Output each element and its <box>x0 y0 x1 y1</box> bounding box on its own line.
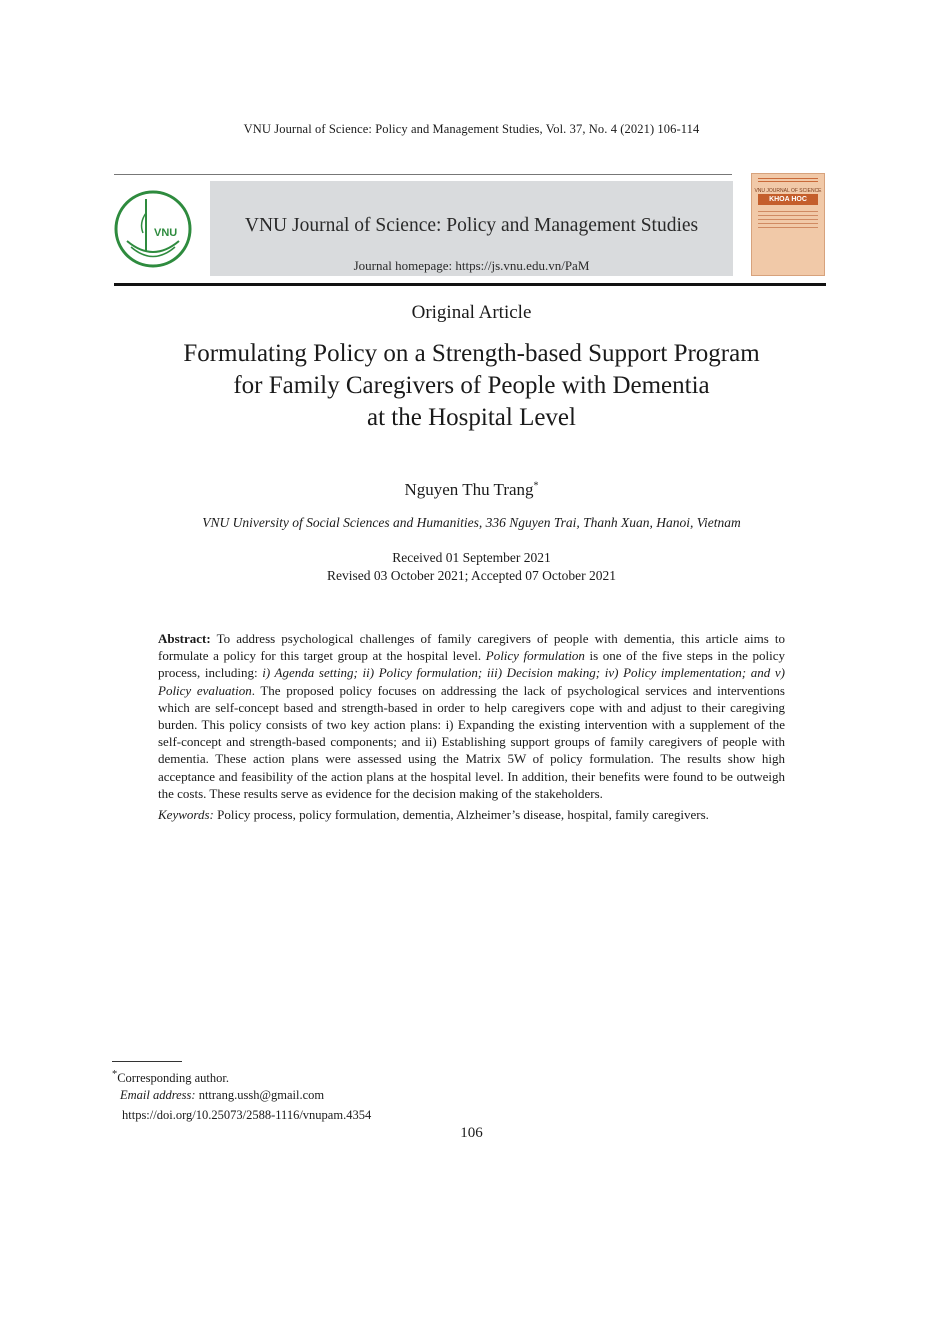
cover-label: VNU JOURNAL OF SCIENCE <box>754 188 822 194</box>
header-bottom-rule <box>114 283 826 286</box>
email-label: Email address: <box>120 1088 196 1103</box>
logo-text: VNU <box>154 227 178 239</box>
journal-name: VNU Journal of Science: Policy and Management Studies <box>244 215 699 236</box>
running-head: VNU Journal of Science: Policy and Management Studies, Vol. 37, No. 4 (2021) 106-114 <box>243 122 700 136</box>
page-number: 106 <box>460 1125 483 1141</box>
vnu-logo-icon <box>113 189 193 269</box>
revised-accepted-date: Revised 03 October 2021; Accepted 07 October 2021 <box>326 568 617 583</box>
keywords-label: Keywords: <box>158 807 214 823</box>
title-line: for Family Caregivers of People with Dementia <box>233 372 710 399</box>
abstract <box>158 630 785 823</box>
abstract-label: Abstract: <box>158 631 211 646</box>
doi-link[interactable]: https://doi.org/10.25073/2588-1116/vnupam.4354 <box>122 1108 372 1122</box>
header-top-rule <box>114 174 732 175</box>
article-kind: Original Article <box>411 302 532 323</box>
cover-band: KHOA HOC <box>758 194 818 205</box>
email-address[interactable]: nttrang.ussh@gmail.com <box>195 1088 325 1103</box>
keywords: Keywords: Policy process, policy formulation, dementia, Alzheimer’s disease, hospital, family caregivers. <box>158 807 709 823</box>
article-title <box>0 338 943 434</box>
journal-cover-image <box>751 173 825 276</box>
author-mark: * <box>533 480 539 492</box>
footnote: *Corresponding author. Email address: nttrang.ussh@gmail.com <box>112 1069 325 1103</box>
author <box>0 480 943 500</box>
author-name: Nguyen Thu Trang <box>404 480 534 499</box>
received-date: Received 01 September 2021 <box>392 550 551 565</box>
abstract-paragraph: Abstract: To address psychological challenges of family caregivers of people with dementia, this article aims to formulate a policy for this target group at the hospital level. Policy formulation is one of the five steps in the policy process, including: i) Agenda setting; ii) Policy formulation; iii) Decision making; iv) Policy implementation; and v) Policy evaluation. The proposed policy focuses on addressing the lack of psychological services and interventions which are self-concept based and strength-based in order to help caregivers cope with and adjust to their caregiving burden. This policy consists of two key action plans: i) Expanding the existing intervention with a supplement of the self-concept and strength-based components; and ii) Establishing support groups of family caregivers of people with dementia. These action plans were assessed using the Matrix 5W of policy formulation. The results show high acceptance and feasibility of the action plans at the hospital level. In addition, their benefits were found to be outweigh the costs. These results serve as evidence for the decision making of the stakeholders. <box>158 631 785 801</box>
article-dates <box>0 549 943 585</box>
title-line: Formulating Policy on a Strength-based Support Program <box>183 340 760 367</box>
corresponding-author: Corresponding author. <box>117 1071 229 1086</box>
title-line: at the Hospital Level <box>367 404 576 431</box>
journal-homepage[interactable]: Journal homepage: https://js.vnu.edu.vn/PaM <box>353 258 590 273</box>
affiliation: VNU University of Social Sciences and Humanities, 336 Nguyen Trai, Thanh Xuan, Hanoi, Vietnam <box>202 515 741 530</box>
footnote-rule <box>112 1061 182 1062</box>
